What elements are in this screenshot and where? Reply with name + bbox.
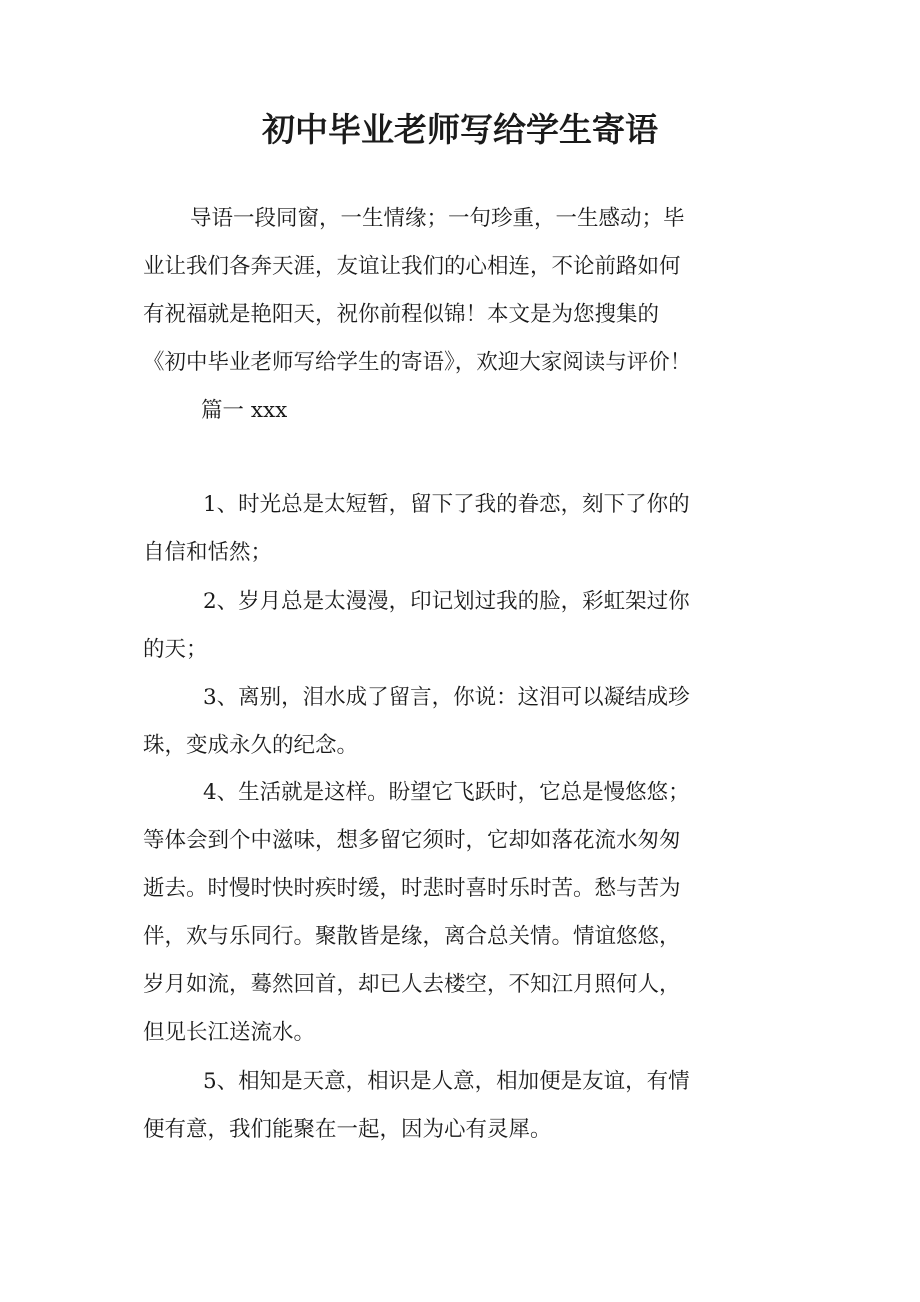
document-title: 初中毕业老师写给学生寄语	[262, 110, 658, 149]
list-item-line: 的天；	[143, 637, 208, 662]
intro-line: 《初中毕业老师写给学生的寄语》，欢迎大家阅读与评价！	[143, 350, 692, 375]
list-item-line: 伴，欢与乐同行。聚散皆是缘，离合总关情。情谊悠悠，	[143, 924, 681, 949]
list-item-line: 2、岁月总是太漫漫，印记划过我的脸，彩虹架过你	[203, 589, 690, 614]
list-item	[143, 481, 783, 577]
intro-paragraph	[143, 195, 783, 387]
section-heading-block	[143, 387, 783, 435]
list-item-line: 自信和恬然；	[143, 540, 273, 565]
list-item-line: 便有意，我们能聚在一起，因为心有灵犀。	[143, 1117, 552, 1142]
list-item-line: 4、生活就是这样。盼望它飞跃时，它总是慢悠悠；	[203, 780, 690, 805]
list-item	[143, 578, 783, 674]
list-item-line: 但见长江送流水。	[143, 1020, 316, 1045]
list-item-line: 逝去。时慢时快时疾时缓，时悲时喜时乐时苦。愁与苦为	[143, 876, 681, 901]
list-item-line: 5、相知是天意，相识是人意，相加便是友谊，有情	[203, 1069, 690, 1094]
section-heading: 篇一 xxx	[201, 398, 288, 423]
intro-line: 有祝福就是艳阳天，祝你前程似锦！本文是为您搜集的	[143, 302, 660, 327]
list-item	[143, 674, 783, 770]
list-item-line: 3、离别，泪水成了留言，你说：这泪可以凝结成珍	[203, 685, 690, 710]
list-item-line: 岁月如流，蓦然回首，却已人去楼空，不知江月照何人，	[143, 972, 681, 997]
list-item-line: 珠，变成永久的纪念。	[143, 733, 359, 758]
intro-line: 导语一段同窗，一生情缘；一句珍重，一生感动；毕	[190, 206, 685, 231]
list-item	[143, 1058, 783, 1154]
intro-line: 业让我们各奔天涯，友谊让我们的心相连，不论前路如何	[143, 254, 681, 279]
list-item-line: 1、时光总是太短暂，留下了我的眷恋，刻下了你的	[203, 492, 690, 517]
list-item	[143, 769, 783, 1057]
list-item-line: 等体会到个中滋味，想多留它须时，它却如落花流水匆匆	[143, 828, 681, 853]
